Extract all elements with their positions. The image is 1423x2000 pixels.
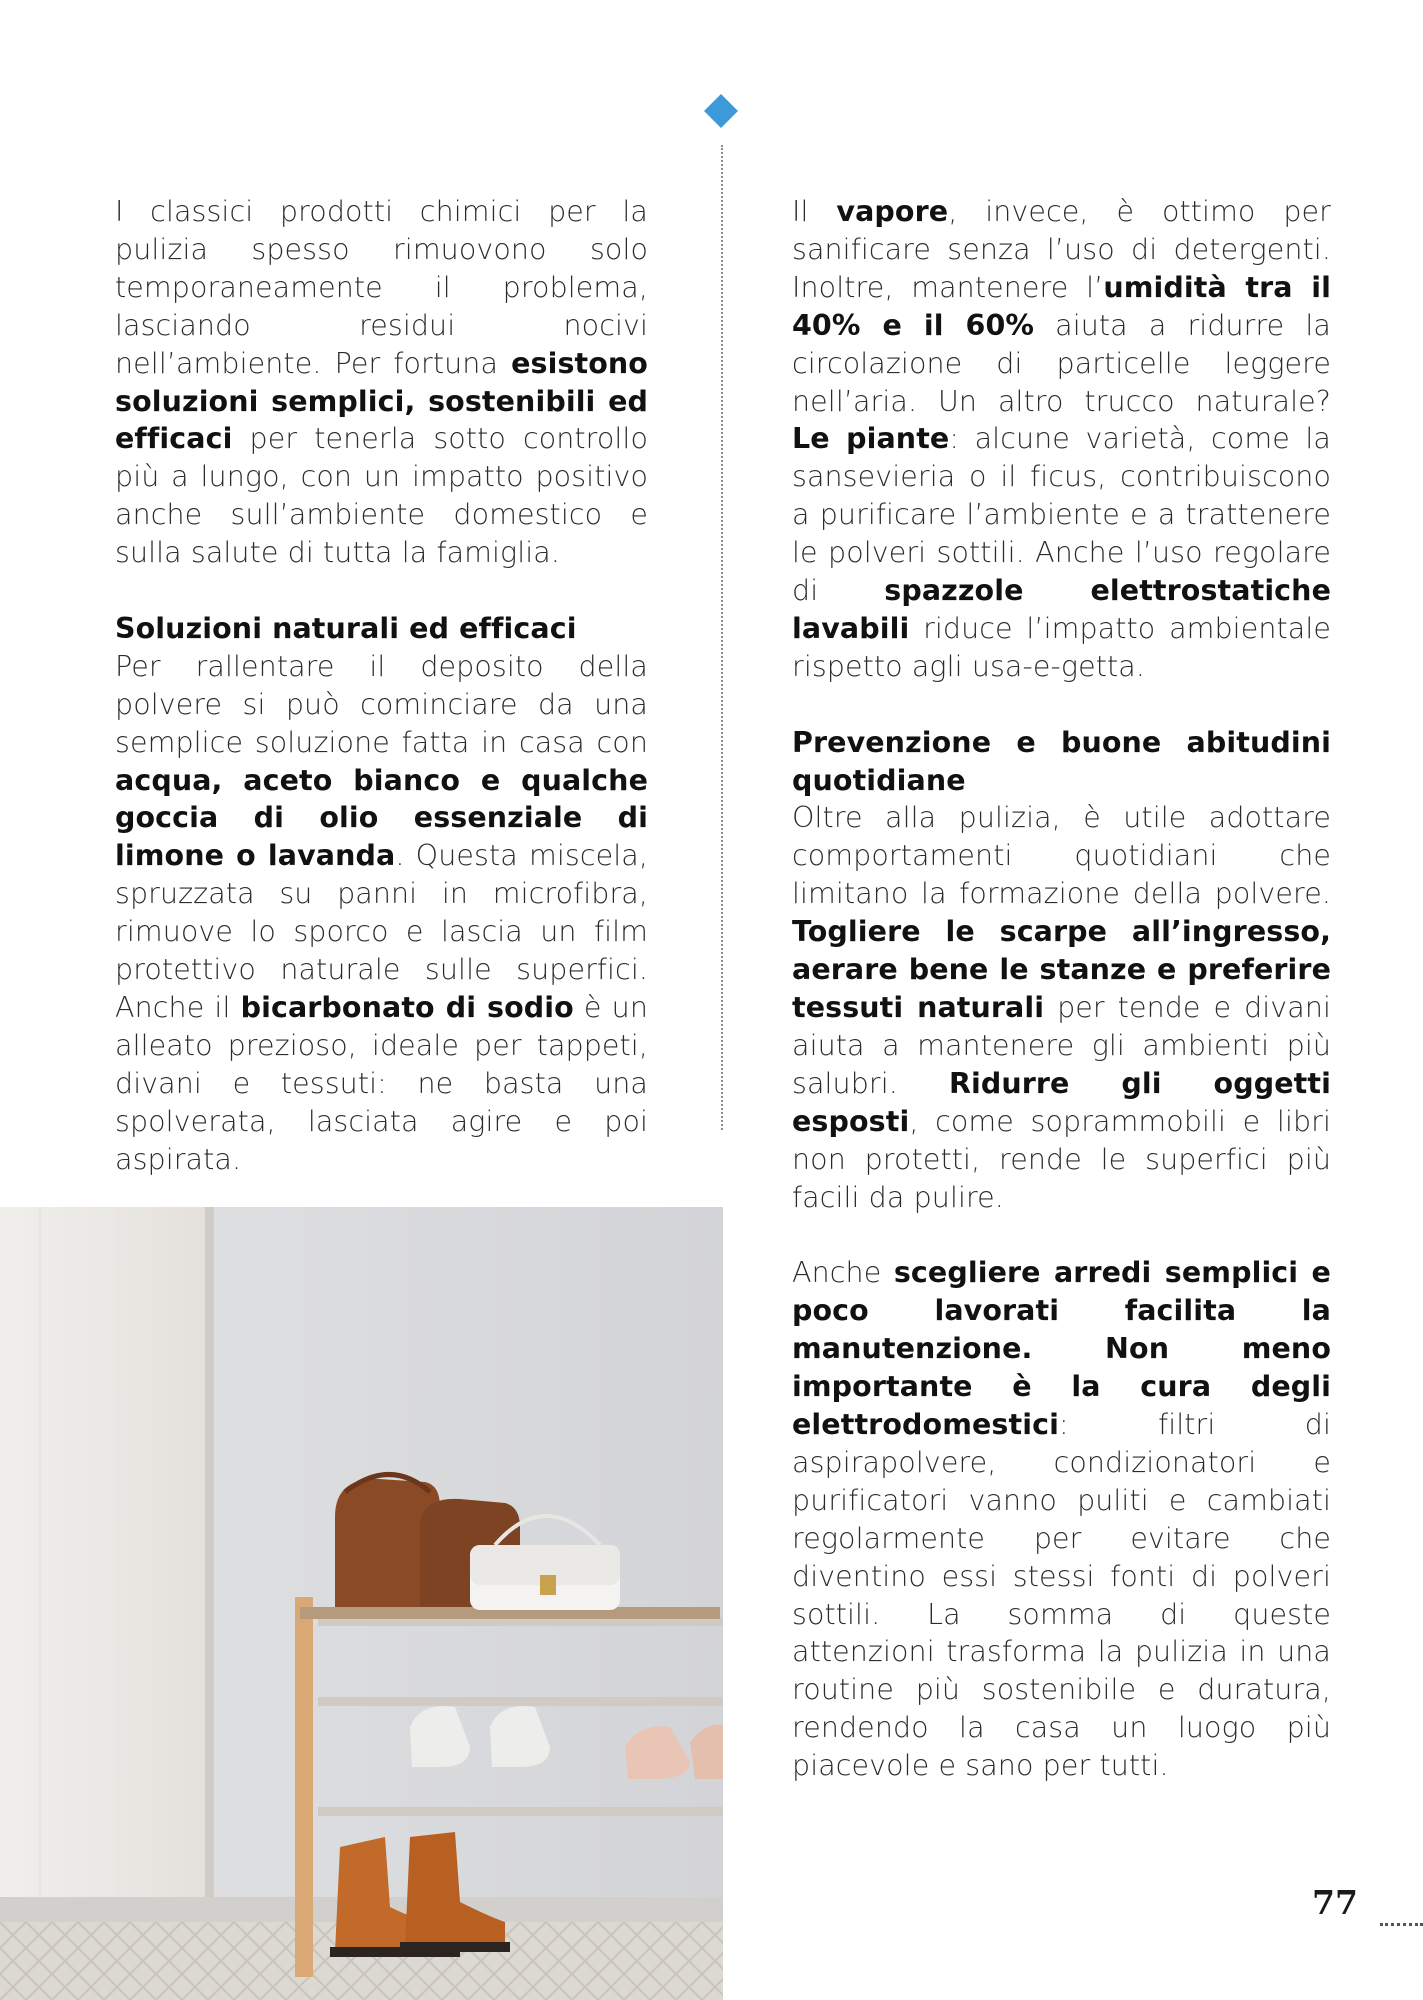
page-number-dots [1380, 1893, 1423, 1926]
shoe-rack-photo [0, 1207, 723, 2000]
column-divider [721, 145, 723, 1130]
steam-paragraph: Il vapore, invece, è ottimo per sanificare senza l’uso di detergenti. Inoltre, mantenere l’umidità tra il 40% e il 60% aiuta a ridurre la circolazione di particelle leggere nell’aria. Un altro trucco naturale? Le piante: alcune varietà, come la sansevieria o il ficus, contribuiscono a purificare l’ambiente e a trattenere le polveri sottili. Anche l’uso regolare di spazzole elettrostatiche lavabili riduce l’impatto ambientale rispetto agli usa-e-getta. [792, 195, 1331, 683]
section-heading-natural-solutions: Soluzioni naturali ed efficaci [115, 611, 577, 645]
natural-solutions-paragraph: Per rallentare il deposito della polvere si può cominciare da una semplice soluzione fatta in casa con acqua, aceto bianco e qualche goccia di olio essenziale di limone o lavanda. Questa miscela, spruzzata su panni in microfibra, rimuove lo sporco e lascia un film protettivo naturale sulle superfici. Anche il bicarbonato di sodio è un alleato prezioso, ideale per tappeti, divani e tessuti: ne basta una spolverata, lasciata agire e poi aspirata. [115, 649, 648, 1176]
page-number: 77 [1312, 1883, 1358, 1922]
section-heading-prevention: Prevenzione e buone abitudini quotidiane [792, 725, 1331, 797]
furnishing-paragraph: Anche scegliere arredi semplici e poco lavorati facilita la manutenzione. Non meno importante è la cura degli elettrodomestici: filtri di aspirapolvere, condizionatori e purificatori vanno puliti e cambiati regolarmente per evitare che diventino essi stessi fonti di polveri sottili. La somma di queste attenzioni trasforma la pulizia in una routine più sostenibile e duratura, rendendo la casa un luogo più piacevole e sano per tutti. [792, 1256, 1331, 1783]
right-column [792, 193, 1331, 1785]
prevention-paragraph: Oltre alla pulizia, è utile adottare comportamenti quotidiani che limitano la formazione della polvere. Togliere le scarpe all’ingresso, aerare bene le stanze e preferire tessuti naturali per tende e divani aiuta a mantenere gli ambienti più salubri. Ridurre gli oggetti esposti, come soprammobili e libri non protetti, rende le superfici più facili da pulire. [792, 801, 1331, 1214]
left-column [115, 193, 648, 1179]
intro-paragraph: I classici prodotti chimici per la pulizia spesso rimuovono solo temporaneamente il problema, lasciando residui nocivi nell’ambiente. Per fortuna esistono soluzioni semplici, sostenibili ed efficaci per tenerla sotto controllo più a lungo, con un impatto positivo anche sull’ambiente domestico e sulla salute di tutta la famiglia. [115, 195, 648, 570]
diamond-ornament [704, 94, 738, 128]
